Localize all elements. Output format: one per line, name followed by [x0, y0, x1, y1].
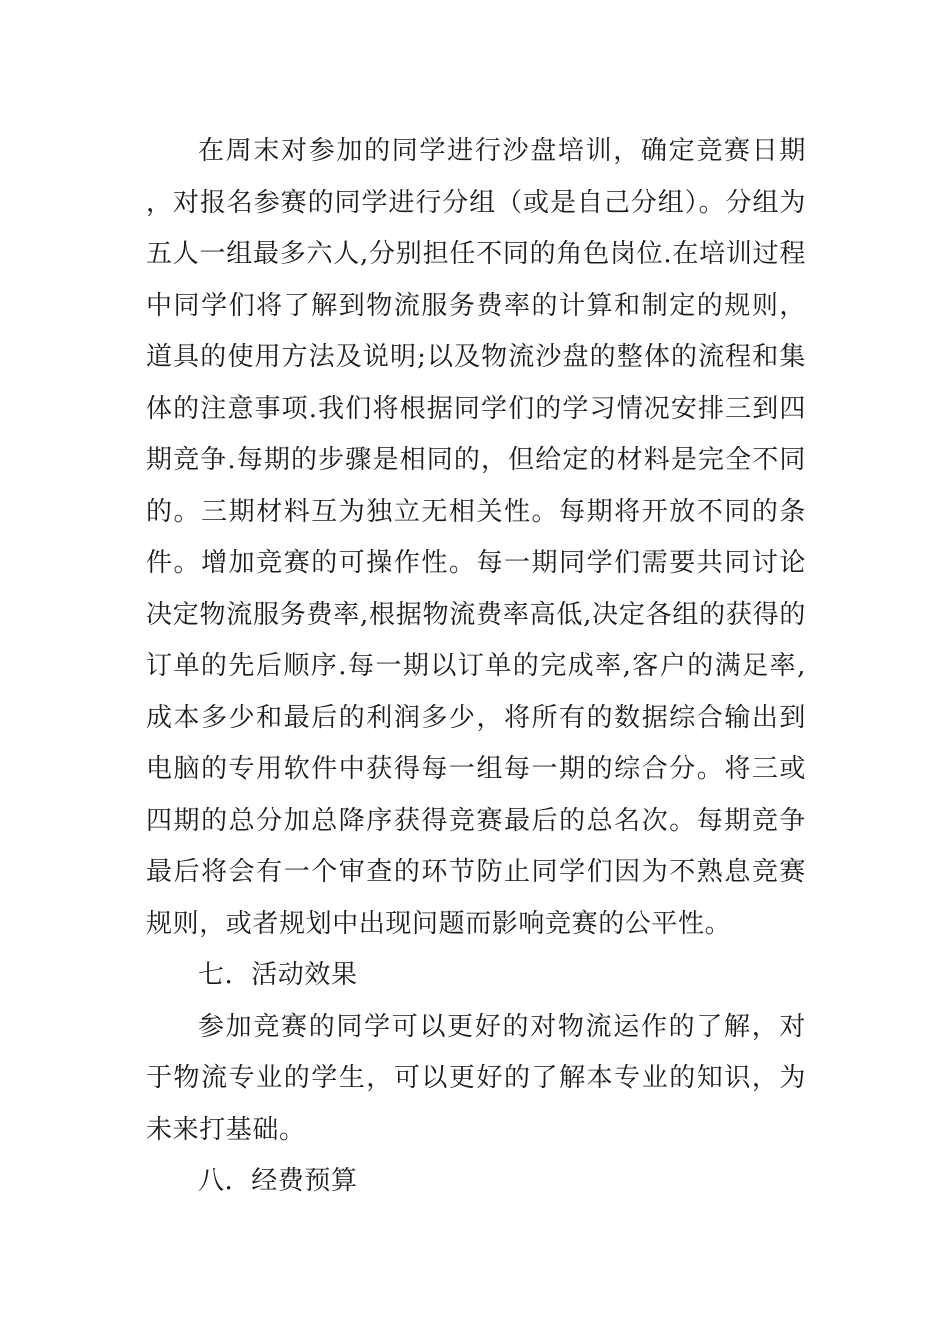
section-heading-activity-effect: 七．活动效果: [198, 960, 358, 990]
paragraph-training-and-competition: 在周末对参加的同学进行沙盘培训，确定竞赛日期，对报名参赛的同学进行分组（或是自己分组）。分组为五人一组最多六人,分别担任不同的角色岗位.在培训过程中同学们将了解到物流服务费率的计算和制定的规则，道具的使用方法及说明;以及物流沙盘的整体的流程和集体的注意事项.我们将根据同学们的学习情况安排三到四期竞争.每期的步骤是相同的，但给定的材料是完全不同的。三期材料互为独立无相关性。每期将开放不同的条件。增加竞赛的可操作性。每一期同学们需要共同讨论决定物流服务费率,根据物流费率高低,决定各组的获得的订单的先后顺序.每一期以订单的完成率,客户的满足率,成本多少和最后的利润多少，将所有的数据综合输出到电脑的专用软件中获得每一组每一期的综合分。将三或四期的总分加总降序获得竞赛最后的总名次。每期竞争最后将会有一个审查的环节防止同学们因为不熟息竞赛规则，或者规划中出现问题而影响竞赛的公平性。: [146, 136, 806, 939]
section-heading-budget: 八．经费预算: [198, 1166, 358, 1196]
document-body: [146, 126, 806, 1208]
paragraph-activity-effect: 参加竞赛的同学可以更好的对物流运作的了解，对于物流专业的学生，可以更好的了解本专业的知识，为未来打基础。: [146, 1011, 806, 1145]
